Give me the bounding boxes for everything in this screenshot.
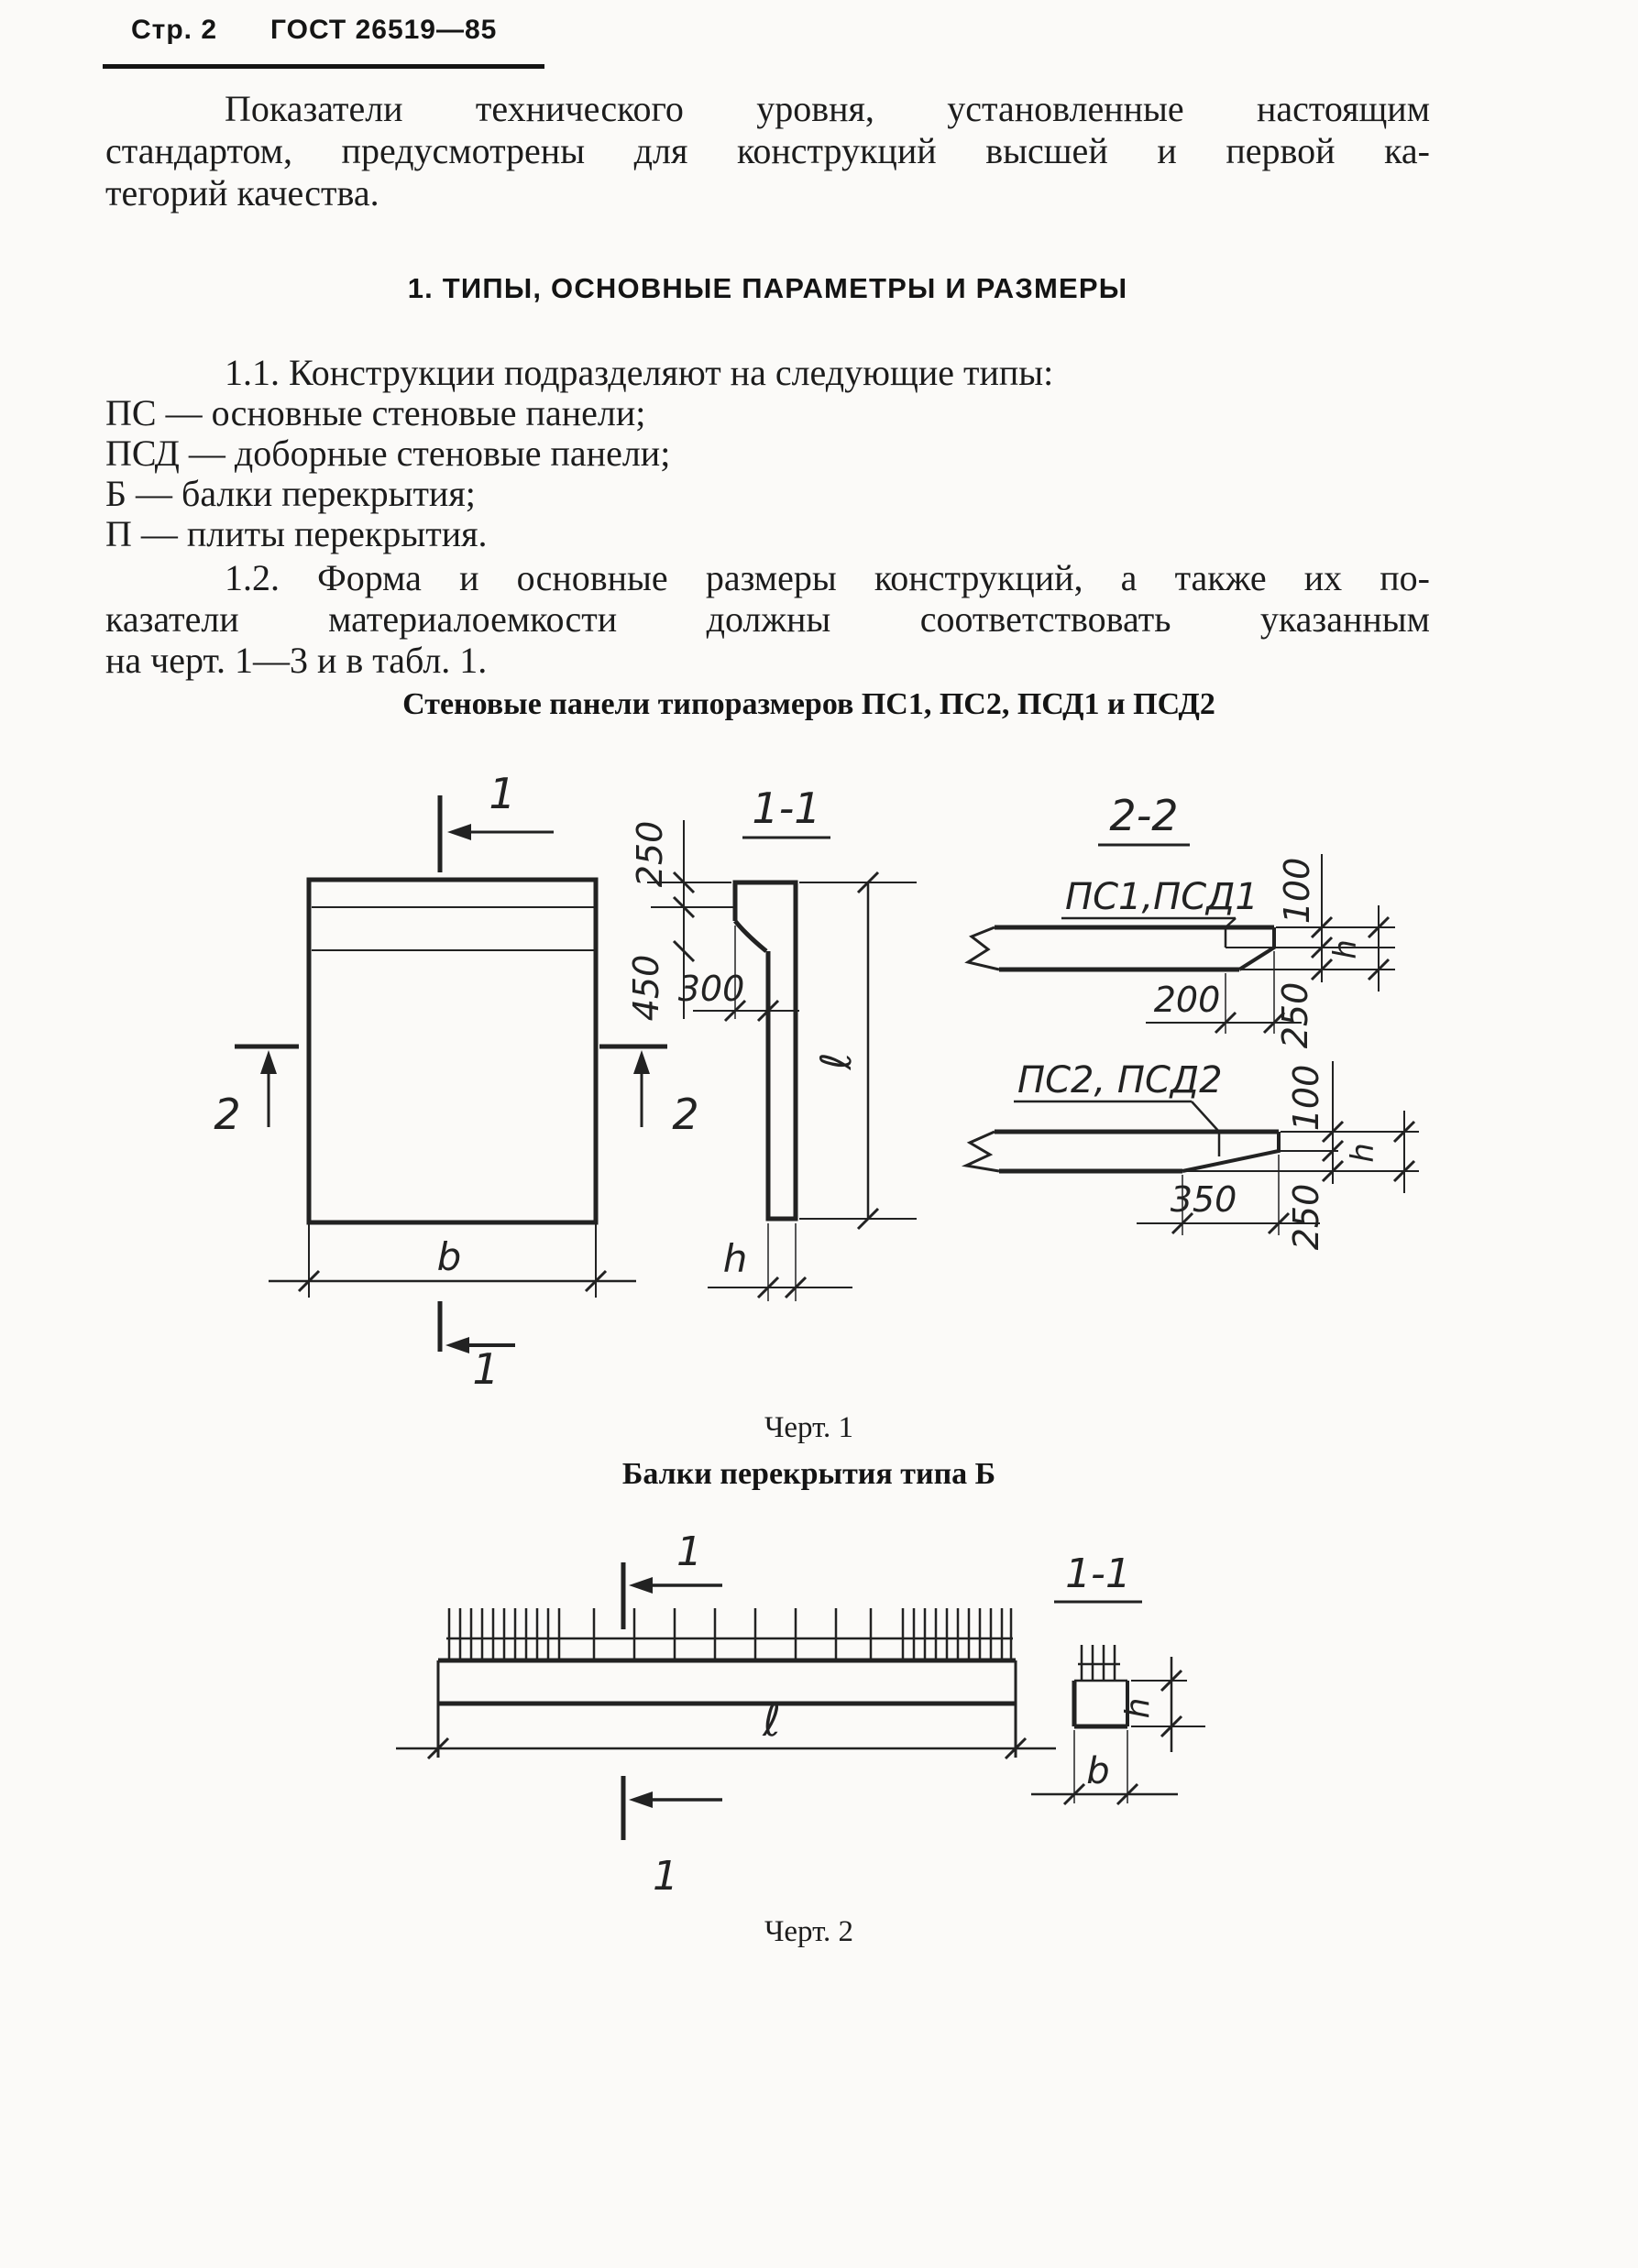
beam-section-1-1 bbox=[1031, 1550, 1205, 1804]
variant-ps2-psd2 bbox=[966, 1059, 1419, 1250]
dim-300-label: 300 bbox=[677, 969, 745, 1009]
dim-l-label: ℓ bbox=[811, 1052, 861, 1070]
section-1-1-title: 1-1 bbox=[752, 783, 821, 833]
variant2-dim-100: 100 bbox=[1286, 1064, 1326, 1132]
figure1-drawing bbox=[0, 751, 1638, 1384]
figure1-title: Стеновые панели типоразмеров ПС1, ПС2, ПСД1 и ПСД2 bbox=[402, 687, 1215, 721]
figure1-caption: Черт. 1 bbox=[764, 1411, 854, 1444]
header-rule bbox=[103, 64, 544, 69]
variant2-label: ПС2, ПСД2 bbox=[1017, 1059, 1223, 1101]
intro-line-1: Показатели технического уровня, установленные настоящим bbox=[225, 88, 1430, 129]
beam-dim-h: h bbox=[1119, 1697, 1157, 1719]
beam-section-title: 1-1 bbox=[1065, 1550, 1131, 1597]
beam-side-view bbox=[396, 1528, 1056, 1897]
variant1-dim-h: h bbox=[1327, 939, 1364, 959]
clause-1-1: 1.1. Конструкции подразделяют на следующие типы: bbox=[225, 352, 1054, 393]
page-header bbox=[131, 15, 497, 46]
dim-h-label: h bbox=[722, 1236, 748, 1281]
standard-number: ГОСТ 26519—85 bbox=[270, 15, 498, 45]
dim-250-label: 250 bbox=[630, 820, 670, 888]
beam-section-mark-top: 1 bbox=[676, 1528, 702, 1575]
dim-450-label: 450 bbox=[626, 954, 666, 1022]
dim-b-label: b bbox=[436, 1234, 462, 1279]
section-2-2-title: 2-2 bbox=[1109, 791, 1179, 840]
beam-section-mark-bottom: 1 bbox=[653, 1853, 678, 1897]
variant1-dim-250: 250 bbox=[1275, 981, 1315, 1049]
variant1-dim-200: 200 bbox=[1153, 980, 1221, 1020]
variant2-dim-250: 250 bbox=[1286, 1183, 1326, 1251]
figure2-title: Балки перекрытия типа Б bbox=[621, 1457, 996, 1491]
section-mark-1-bottom: 1 bbox=[472, 1344, 500, 1384]
clause-1-2-line-3: на черт. 1—3 и в табл. 1. bbox=[105, 640, 488, 681]
beam-dim-b: b bbox=[1086, 1750, 1110, 1792]
intro-line-3: тегорий качества. bbox=[105, 172, 379, 214]
panel-front-view bbox=[214, 769, 698, 1384]
figure2-drawing bbox=[0, 1512, 1638, 1897]
variant2-dim-h: h bbox=[1345, 1143, 1381, 1163]
panel-section-1-1 bbox=[626, 783, 917, 1301]
section-mark-2-left: 2 bbox=[214, 1090, 241, 1139]
clause-1-2-line-2: казатели материалоемкости должны соответствовать указанным bbox=[105, 598, 1430, 640]
beam-stirrups bbox=[446, 1608, 1013, 1660]
type-list-item: ПСД — доборные стеновые панели; bbox=[105, 433, 671, 474]
figure2-caption: Черт. 2 bbox=[764, 1915, 854, 1948]
clause-1-2-line-1: 1.2. Форма и основные размеры конструкций, а также их по- bbox=[225, 557, 1430, 598]
variant1-label: ПС1,ПСД1 bbox=[1065, 876, 1259, 918]
type-list-item: ПС — основные стеновые панели; bbox=[105, 392, 646, 433]
variant1-dim-100: 100 bbox=[1277, 857, 1317, 925]
section-mark-2-right: 2 bbox=[672, 1090, 699, 1139]
beam-dim-l: ℓ bbox=[763, 1695, 781, 1747]
type-list-item: П — плиты перекрытия. bbox=[105, 513, 488, 554]
panel-section-2-2 bbox=[966, 791, 1419, 1250]
page-number-label: Стр. 2 bbox=[131, 15, 218, 45]
section-heading: 1. ТИПЫ, ОСНОВНЫЕ ПАРАМЕТРЫ И РАЗМЕРЫ bbox=[407, 272, 1128, 304]
section-mark-1-top: 1 bbox=[489, 769, 516, 818]
type-list-item: Б — балки перекрытия; bbox=[105, 473, 476, 514]
variant2-dim-350: 350 bbox=[1170, 1179, 1237, 1220]
intro-line-2: стандартом, предусмотрены для конструкций высшей и первой ка- bbox=[105, 130, 1430, 171]
variant-ps1-psd1 bbox=[968, 854, 1395, 1048]
